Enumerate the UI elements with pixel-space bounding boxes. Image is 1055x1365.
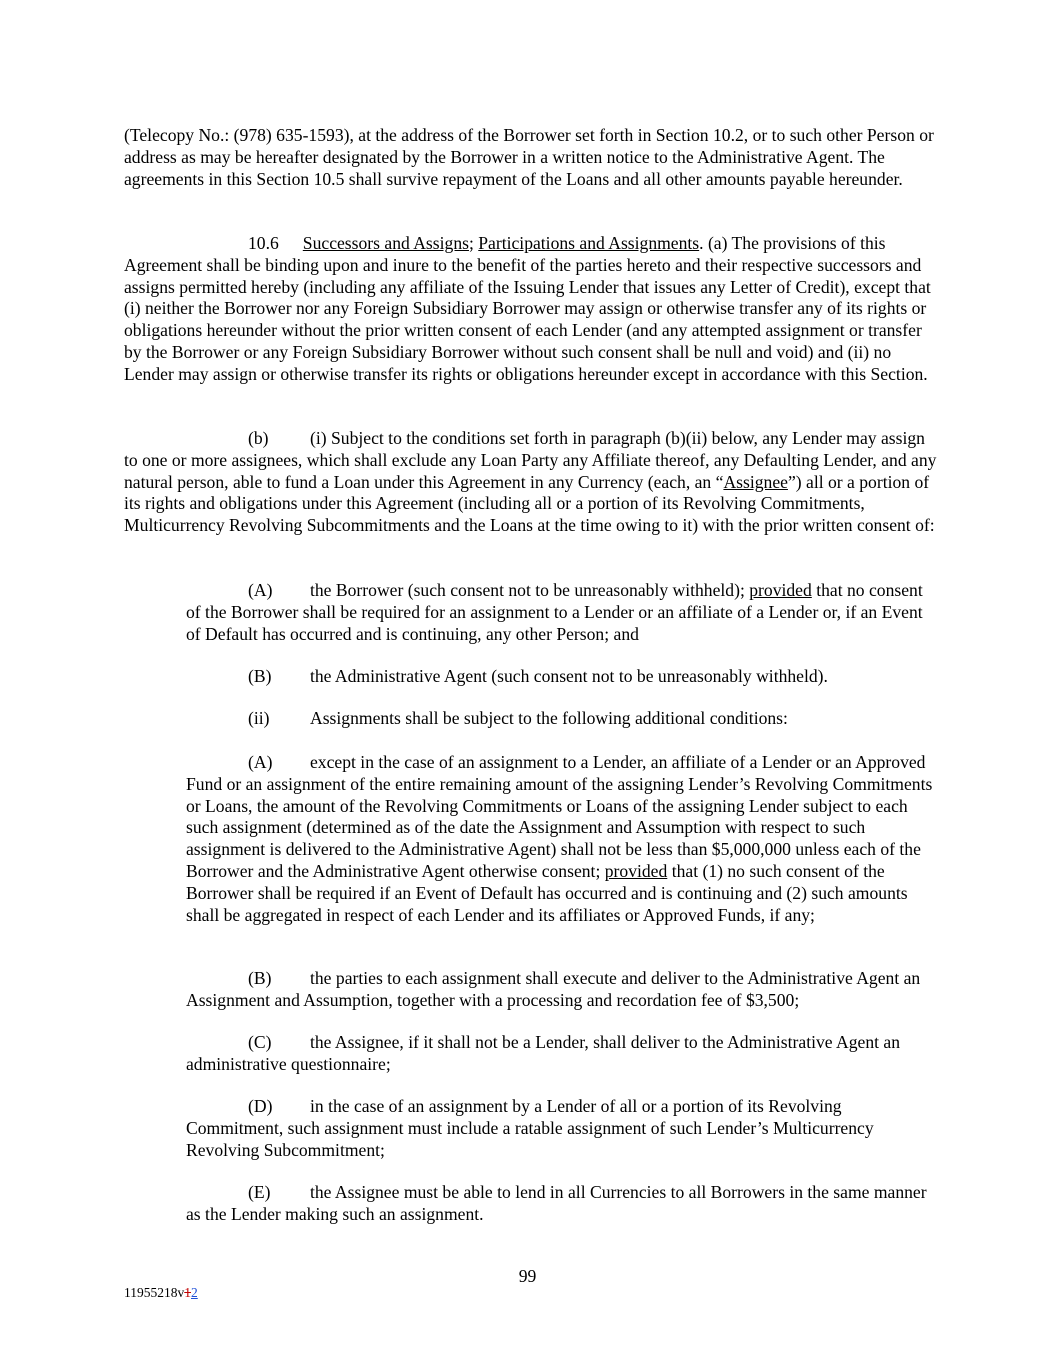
defined-term-provided: provided <box>749 580 812 600</box>
paragraph-text: ”) all or a portion of its rights and obligations under this Agreement (including all or a portion of its Revolving Commitments, Multicurrency Revolving Subcommitments and the Loans at the time owing to it) with the prior written consent of: <box>124 471 935 536</box>
paragraph-text: . (a) The provisions of this Agreement shall be binding upon and inure to the benefit of the parties hereto and their respective successors and assigns permitted hereby (including any affiliate of the Issuing Lender that issues any Letter of Credit), except that (i) neither the Borrower nor any Foreign Subsidiary Borrower may assign or otherwise transfer any of its rights or obligations hereunder without the prior written consent of each Lender (and any attempted assignment or transfer by the Borrower or any Foreign Subsidiary Borrower without such consent shall be null and void) and (ii) no Lender may assign or otherwise transfer its rights or obligations hereunder except in accordance with this Section. <box>124 233 931 384</box>
clause-label: (b) <box>248 428 269 448</box>
section-heading-successors: Successors and Assigns <box>302 233 469 253</box>
section-number: 10.6 <box>248 233 279 253</box>
paragraph-text: the Borrower (such consent not to be unreasonably withheld); <box>310 580 750 600</box>
version-deleted: 1 <box>184 1285 191 1300</box>
paragraph-b-i-B <box>186 666 938 688</box>
paragraph-notice-address <box>124 125 939 190</box>
defined-term-provided: provided <box>604 860 668 881</box>
paragraph-text: in the case of an assignment by a Lender of all or a portion of its Revolving Commitment, such assignment must include a ratable assignment of such Lender’s Multicurrency Revolving Subcommitment; <box>186 1096 874 1160</box>
defined-term-assignee: Assignee <box>723 471 788 492</box>
paragraph-text: that (1) no such consent of the Borrower shall be required if an Event of Default has occurred and is continuing and (2) such amounts shall be aggregated in respect of each Lender and its affiliates or Approved Funds, if any; <box>186 860 908 925</box>
paragraph-b-ii-C <box>186 1032 938 1076</box>
paragraph-b-ii-E <box>186 1182 938 1226</box>
version-inserted: 2 <box>191 1285 198 1300</box>
paragraph-text: the Assignee, if it shall not be a Lender, shall deliver to the Administrative Agent an administrative questionnaire; <box>186 1032 901 1074</box>
document-id-base: 11955218v <box>124 1285 185 1300</box>
clause-label: (ii) <box>248 708 270 728</box>
paragraph-b-ii-A <box>186 752 938 926</box>
clause-label: (C) <box>248 1032 272 1052</box>
paragraph-text: the parties to each assignment shall execute and deliver to the Administrative Agent an Assignment and Assumption, together with a processing and recordation fee of $3,500; <box>186 968 921 1010</box>
paragraph-text: the Administrative Agent (such consent not to be unreasonably withheld). <box>310 666 828 686</box>
clause-label: (B) <box>248 968 272 988</box>
clause-label: (D) <box>248 1096 273 1116</box>
clause-label: (B) <box>248 666 272 686</box>
paragraph-text: Assignments shall be subject to the following additional conditions: <box>310 708 788 728</box>
paragraph-b-ii-B <box>186 968 938 1012</box>
clause-label: (A) <box>248 580 273 600</box>
section-heading-participations: Participations and Assignments <box>478 233 700 253</box>
heading-separator: ; <box>468 233 474 253</box>
paragraph-text: that no consent of the Borrower shall be required for an assignment to a Lender or an affiliate of a Lender or, if an Event of Default has occurred and is continuing, any other Person; and <box>186 580 923 644</box>
paragraph-section-10-6 <box>124 233 939 386</box>
paragraph-text: except in the case of an assignment to a Lender, an affiliate of a Lender or an Approved Fund or an assignment of the entire remaining amount of the assigning Lender’s Revolving Commitments or Loans, the amount of the Revolving Commitments or Loans of the assigning Lender subject to each such assignment (determined as of the date the Assignment and Assumption with respect to such assignment is delivered to the Administrative Agent) shall not be less than $5,000,000 unless each of the Borrower and the Administrative Agent otherwise consent; <box>186 752 933 881</box>
paragraph-b-i-A <box>186 580 938 645</box>
paragraph-b-ii-D <box>186 1096 938 1161</box>
paragraph-text: (Telecopy No.: (978) 635-1593), at the address of the Borrower set forth in Section 10.2, or to such other Person or address as may be hereafter designated by the Borrower in a written notice to the Administrative Agent. The agreements in this Section 10.5 shall survive repayment of the Loans and all other amounts payable hereunder. <box>124 125 934 189</box>
paragraph-text: the Assignee must be able to lend in all Currencies to all Borrowers in the same manner as the Lender making such an assignment. <box>186 1182 927 1224</box>
clause-label: (A) <box>248 752 273 772</box>
document-id <box>124 1285 198 1301</box>
paragraph-b <box>124 428 939 537</box>
paragraph-b-ii <box>186 708 938 730</box>
paragraph-text: (i) Subject to the conditions set forth in paragraph (b)(ii) below, any Lender may assign to one or more assignees, which shall exclude any Loan Party any Affiliate thereof, any Defaulting Lender, and any natural person, able to fund a Loan under this Agreement in any Currency (each, an “ <box>124 428 937 492</box>
clause-label: (E) <box>248 1182 271 1202</box>
page-number: 99 <box>518 1266 537 1286</box>
